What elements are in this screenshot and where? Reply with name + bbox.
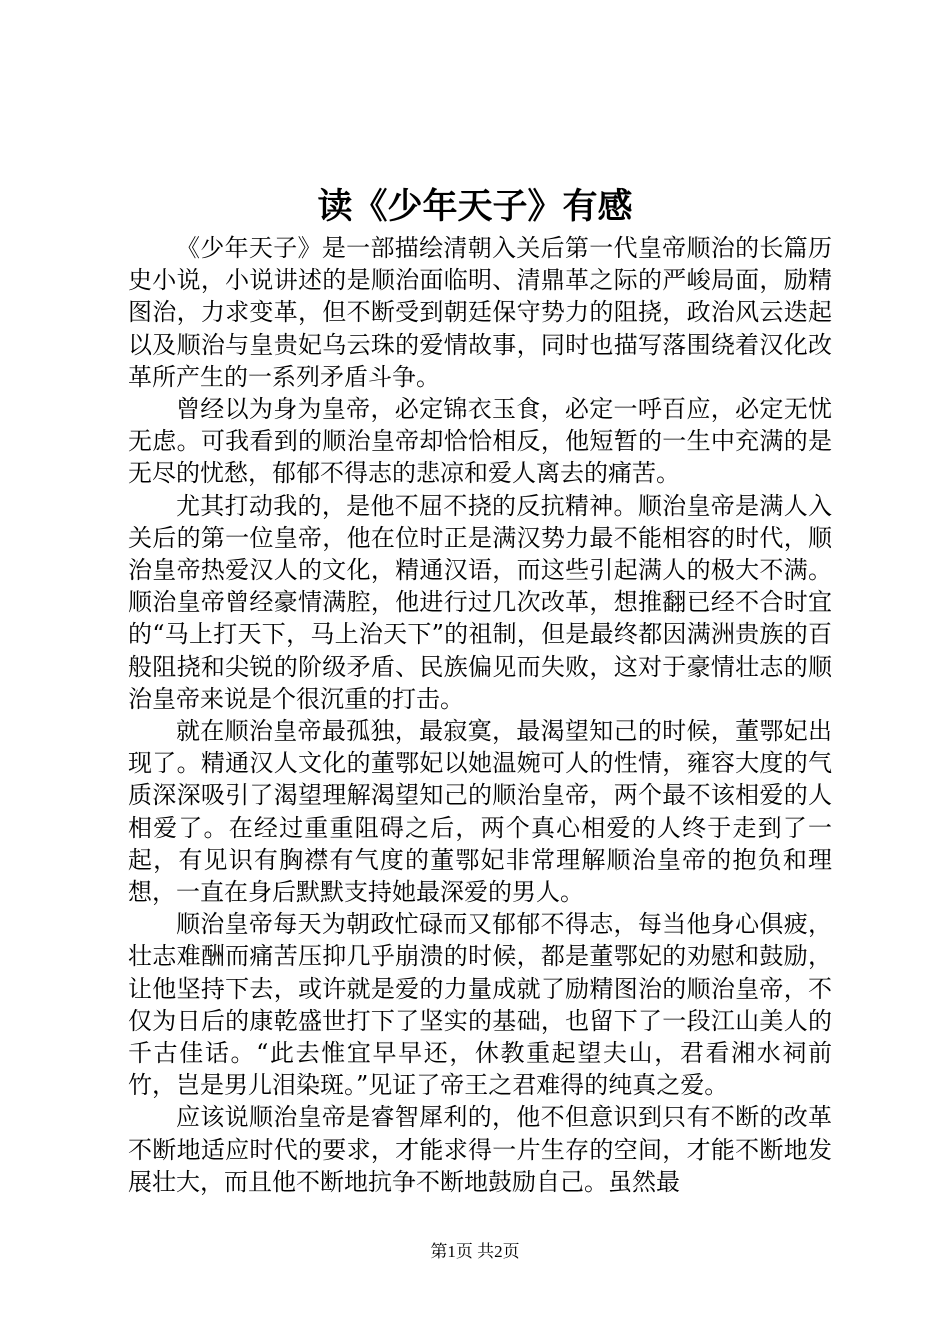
paragraph-4: 就在顺治皇帝最孤独，最寂寞，最渴望知己的时候，董鄂妃出现了。精通汉人文化的董鄂妃以她温婉可人的性情，雍容大度的气质深深吸引了渴望理解渴望知己的顺治皇帝，两个最不该相爱的人相爱了。在经过重重阻碍之后，两个真心相爱的人终于走到了一起，有见识有胸襟有气度的董鄂妃非常理解顺治皇帝的抱负和理想，一直在身后默默支持她最深爱的男人。 (128, 717, 832, 907)
paragraph-1: 《少年天子》是一部描绘清朝入关后第一代皇帝顺治的长篇历史小说，小说讲述的是顺治面临明、清鼎革之际的严峻局面，励精图治，力求变革，但不断受到朝廷保守势力的阻挠，政治风云迭起以及顺治与皇贵妃乌云珠的爱情故事，同时也描写落围绕着汉化改革所产生的一系列矛盾斗争。 (128, 234, 832, 391)
document-body (128, 232, 832, 1198)
paragraph-6: 应该说顺治皇帝是睿智犀利的，他不但意识到只有不断的改革不断地适应时代的要求，才能求得一片生存的空间，才能不断地发展壮大，而且他不断地抗争不断地鼓励自己。虽然最 (128, 1103, 832, 1196)
page-number-footer: 第1页 共2页 (430, 1242, 520, 1261)
paragraph-2: 曾经以为身为皇帝，必定锦衣玉食，必定一呼百应，必定无忧无虑。可我看到的顺治皇帝却恰恰相反，他短暂的一生中充满的是无尽的忧愁，郁郁不得志的悲凉和爱人离去的痛苦。 (128, 395, 832, 488)
paragraph-3: 尤其打动我的，是他不屈不挠的反抗精神。顺治皇帝是满人入关后的第一位皇帝，他在位时正是满汉势力最不能相容的时代，顺治皇帝热爱汉人的文化，精通汉语，而这些引起满人的极大不满。顺治皇帝曾经豪情满腔，他进行过几次改革，想推翻已经不合时宜的“马上打天下，马上治天下”的祖制，但是最终都因满洲贵族的百般阻挠和尖锐的阶级矛盾、民族偏见而失败，这对于豪情壮志的顺治皇帝来说是个很沉重的打击。 (128, 491, 832, 713)
document-title: 读《少年天子》有感 (317, 186, 633, 227)
paragraph-5: 顺治皇帝每天为朝政忙碌而又郁郁不得志，每当他身心俱疲，壮志难酬而痛苦压抑几乎崩溃的时候，都是董鄂妃的劝慰和鼓励，让他坚持下去，或许就是爱的力量成就了励精图治的顺治皇帝，不仅为日后的康乾盛世打下了坚实的基础，也留下了一段江山美人的千古佳话。“此去惟宜早早还，休教重起望夫山，君看湘水祠前竹，岂是男儿泪染斑。”见证了帝王之君难得的纯真之爱。 (128, 910, 832, 1100)
